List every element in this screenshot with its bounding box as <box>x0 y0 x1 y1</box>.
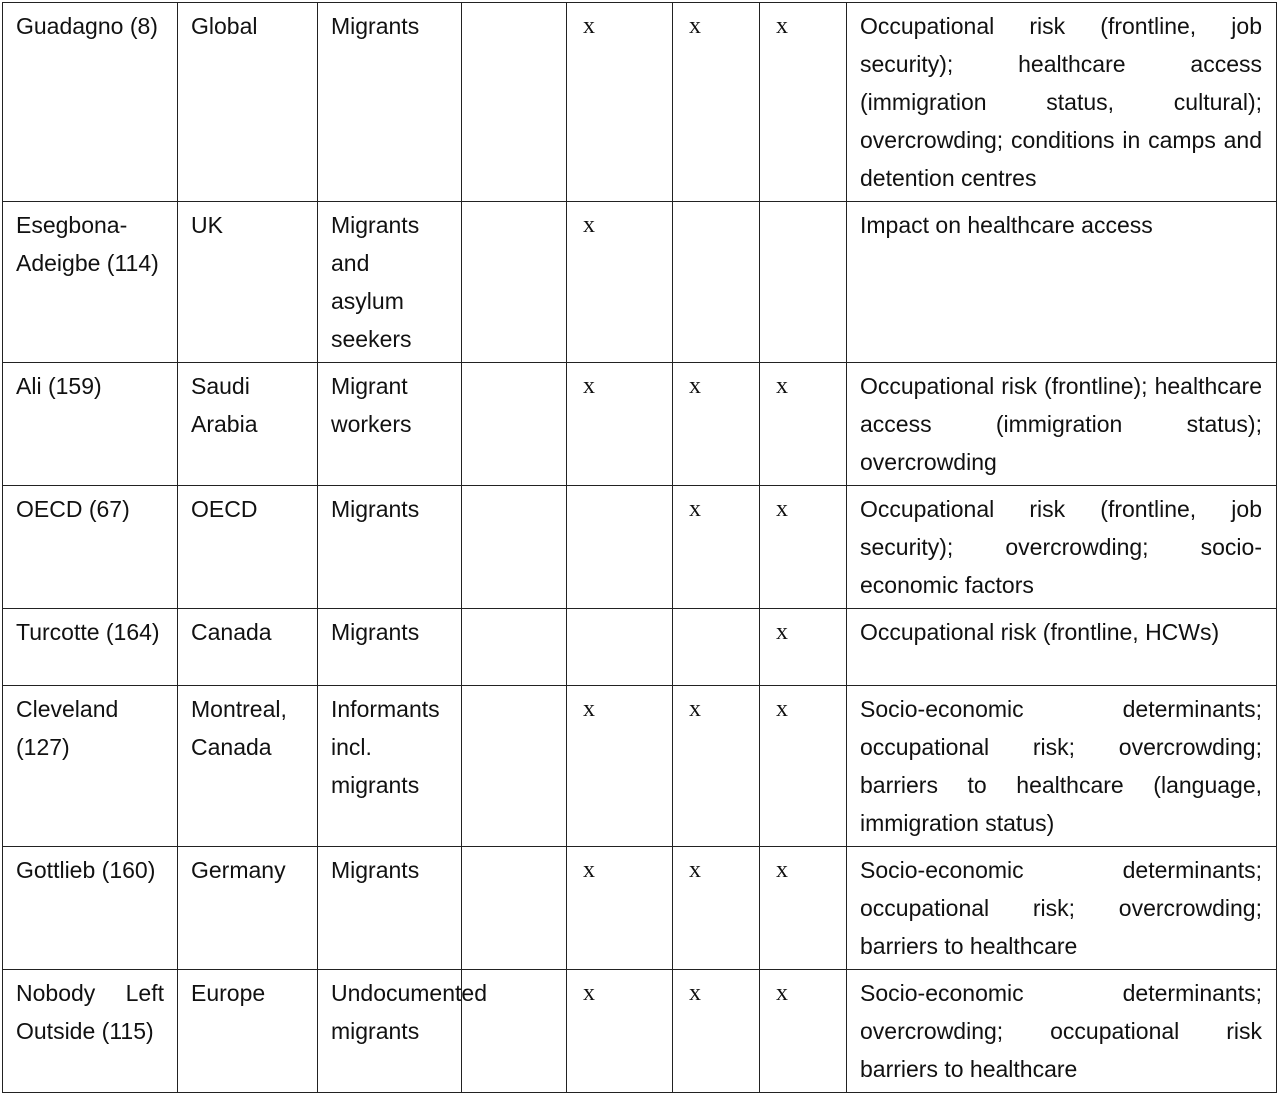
population-cell: Migrants and asylum seekers <box>318 202 462 363</box>
marker-cell <box>673 609 760 686</box>
table-row <box>3 486 1277 609</box>
marker-cell <box>462 609 567 686</box>
setting-cell: Montreal, Canada <box>178 686 318 847</box>
setting-cell: Europe <box>178 970 318 1093</box>
setting-cell: Germany <box>178 847 318 970</box>
marker-cell: x <box>760 847 847 970</box>
study-cell: Nobody Left Outside (115) <box>3 970 178 1093</box>
study-cell: Esegbona-Adeigbe (114) <box>3 202 178 363</box>
setting-cell: Saudi Arabia <box>178 363 318 486</box>
setting-cell: Global <box>178 3 318 202</box>
marker-cell: x <box>760 3 847 202</box>
setting-cell: Canada <box>178 609 318 686</box>
marker-cell: x <box>673 847 760 970</box>
table-row <box>3 202 1277 363</box>
table-row <box>3 847 1277 970</box>
population-cell: Undocumented migrants <box>318 970 462 1093</box>
marker-cell: x <box>760 970 847 1093</box>
marker-cell <box>462 202 567 363</box>
marker-cell: x <box>673 486 760 609</box>
findings-cell: Occupational risk (frontline, job security); healthcare access (immigration status, cultural); overcrowding; conditions in camps and detention centres <box>847 3 1277 202</box>
table-row <box>3 363 1277 486</box>
findings-cell: Socio-economic determinants; occupational risk; overcrowding; barriers to healthcare (language, immigration status) <box>847 686 1277 847</box>
population-cell: Migrants <box>318 847 462 970</box>
marker-cell <box>567 486 673 609</box>
marker-cell: x <box>567 202 673 363</box>
marker-cell: x <box>567 970 673 1093</box>
findings-cell: Socio-economic determinants; occupational risk; overcrowding; barriers to healthcare <box>847 847 1277 970</box>
setting-cell: OECD <box>178 486 318 609</box>
population-cell: Migrants <box>318 3 462 202</box>
marker-cell: x <box>567 363 673 486</box>
findings-cell: Occupational risk (frontline); healthcare access (immigration status); overcrowding <box>847 363 1277 486</box>
studies-table-wrapper <box>2 2 1276 1093</box>
findings-cell: Impact on healthcare access <box>847 202 1277 363</box>
study-cell: OECD (67) <box>3 486 178 609</box>
marker-cell: x <box>760 609 847 686</box>
marker-cell <box>462 3 567 202</box>
marker-cell: x <box>760 486 847 609</box>
table-row <box>3 609 1277 686</box>
marker-cell <box>462 686 567 847</box>
study-cell: Gottlieb (160) <box>3 847 178 970</box>
study-cell: Ali (159) <box>3 363 178 486</box>
population-cell: Migrants <box>318 486 462 609</box>
marker-cell <box>462 847 567 970</box>
marker-cell <box>462 363 567 486</box>
marker-cell: x <box>567 3 673 202</box>
marker-cell: x <box>673 363 760 486</box>
population-cell: Migrant workers <box>318 363 462 486</box>
table-row <box>3 3 1277 202</box>
marker-cell: x <box>760 686 847 847</box>
setting-cell: UK <box>178 202 318 363</box>
marker-cell <box>760 202 847 363</box>
findings-cell: Occupational risk (frontline, HCWs) <box>847 609 1277 686</box>
findings-cell: Socio-economic determinants; overcrowding; occupational risk barriers to healthcare <box>847 970 1277 1093</box>
study-cell: Cleveland (127) <box>3 686 178 847</box>
marker-cell: x <box>673 3 760 202</box>
studies-table <box>2 2 1277 1093</box>
study-cell: Turcotte (164) <box>3 609 178 686</box>
marker-cell: x <box>673 686 760 847</box>
table-body <box>3 3 1277 1093</box>
population-cell: Informants incl. migrants <box>318 686 462 847</box>
study-cell: Guadagno (8) <box>3 3 178 202</box>
marker-cell <box>567 609 673 686</box>
marker-cell <box>673 202 760 363</box>
table-row <box>3 686 1277 847</box>
table-row <box>3 970 1277 1093</box>
marker-cell: x <box>673 970 760 1093</box>
marker-cell <box>462 486 567 609</box>
marker-cell: x <box>760 363 847 486</box>
marker-cell: x <box>567 847 673 970</box>
findings-cell: Occupational risk (frontline, job security); overcrowding; socio-economic factors <box>847 486 1277 609</box>
marker-cell: x <box>567 686 673 847</box>
population-cell: Migrants <box>318 609 462 686</box>
